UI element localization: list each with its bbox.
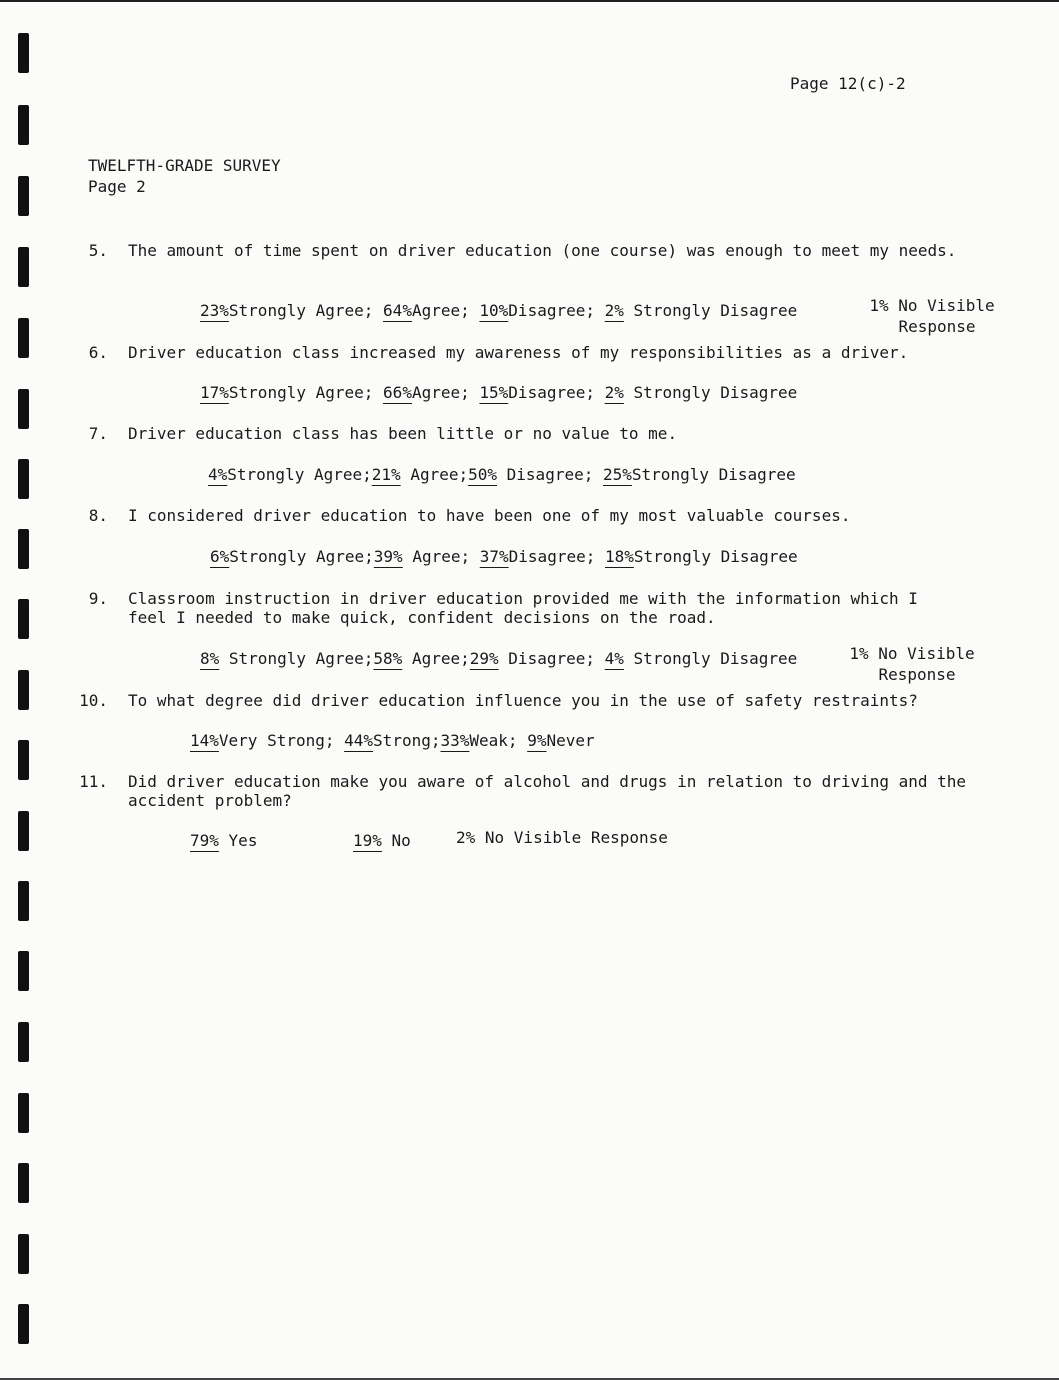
punch-mark	[18, 1163, 29, 1203]
answer-label: Very Strong;	[218, 731, 335, 750]
answer-row	[190, 731, 595, 750]
no-visible-response-note: 2% No Visible Response	[456, 828, 668, 847]
answer-label: Strong;	[373, 731, 441, 750]
answer-row	[190, 831, 257, 850]
answer-label: Agree;	[411, 649, 470, 668]
punch-mark	[18, 951, 29, 991]
page-top-edge	[0, 0, 1059, 2]
punch-marks	[0, 0, 40, 1380]
punch-mark	[18, 1234, 29, 1274]
answer-label: Yes	[228, 831, 258, 850]
answer-percent: 33%	[440, 731, 470, 750]
no-visible-response-line: Response	[878, 665, 956, 684]
answer-percent: 2%	[604, 301, 624, 320]
question-number: 8.	[88, 506, 108, 525]
question-text: I considered driver education to have been one of my most valuable courses.	[128, 506, 851, 525]
punch-mark	[18, 1022, 29, 1062]
answer-label: Disagree;	[508, 649, 595, 668]
punch-mark	[18, 811, 29, 851]
question-number: 7.	[88, 424, 108, 443]
question-text: Did driver education make you aware of alcohol and drugs in relation to driving and the accident problem?	[128, 772, 967, 810]
punch-mark	[18, 318, 29, 358]
answer-label: Strongly Agree;	[228, 301, 374, 320]
answer-percent: 17%	[200, 383, 229, 402]
punch-mark	[18, 105, 29, 145]
survey-title: TWELFTH-GRADE SURVEY	[88, 156, 281, 175]
answer-percent: 4%	[208, 465, 228, 484]
answer-label: Strongly Agree;	[227, 465, 372, 484]
answer-label: Disagree;	[508, 383, 595, 402]
answer-label: Weak;	[469, 731, 518, 750]
question-number: 9.	[88, 589, 108, 608]
answer-percent: 6%	[210, 547, 230, 566]
answer-percent: 8%	[200, 649, 220, 668]
answer-percent: 44%	[344, 731, 374, 750]
answer-label: Strongly Disagree	[633, 547, 798, 566]
question-number: 10.	[79, 691, 108, 710]
answer-percent: 50%	[468, 465, 498, 484]
answer-percent: 2%	[604, 383, 624, 402]
answer-percent: 29%	[469, 649, 499, 668]
answer-percent: 14%	[190, 731, 219, 750]
answer-label: Agree;	[411, 383, 470, 402]
no-visible-response-line: 1% No Visible	[849, 644, 975, 663]
answer-row	[353, 831, 411, 850]
question-text: The amount of time spent on driver education (one course) was enough to meet my needs.	[128, 241, 957, 260]
no-visible-response-note	[862, 295, 1002, 337]
punch-mark	[18, 881, 29, 921]
answer-percent: 37%	[479, 547, 509, 566]
answer-label: Disagree;	[508, 301, 595, 320]
answer-percent: 58%	[373, 649, 403, 668]
punch-mark	[18, 459, 29, 499]
question-text: Classroom instruction in driver education provided me with the information which I feel I needed to make quick, confident decisions on the road.	[128, 589, 918, 627]
answer-label: Disagree;	[506, 465, 594, 484]
punch-mark	[18, 176, 29, 216]
answer-label: Strongly Disagree	[633, 301, 798, 320]
answer-label: Strongly Agree;	[229, 547, 374, 566]
answer-percent: 25%	[603, 465, 632, 484]
punch-mark	[18, 1304, 29, 1344]
no-visible-response-note	[842, 643, 982, 685]
question-text: To what degree did driver education influence you in the use of safety restraints?	[128, 691, 918, 710]
survey-page-number: Page 2	[88, 177, 146, 196]
punch-mark	[18, 389, 29, 429]
page-reference: Page 12(c)-2	[790, 74, 906, 93]
answer-percent: 15%	[479, 383, 509, 402]
answer-label: Agree;	[412, 547, 471, 566]
answer-label: Disagree;	[508, 547, 596, 566]
answer-label: Strongly Disagree	[633, 649, 798, 668]
answer-percent: 39%	[373, 547, 403, 566]
punch-mark	[18, 529, 29, 569]
answer-label: Strongly Disagree	[631, 465, 796, 484]
answer-percent: 79%	[190, 831, 219, 850]
answer-label: Strongly Agree;	[228, 383, 374, 402]
punch-mark	[18, 599, 29, 639]
answer-row	[200, 649, 797, 668]
question-text: Driver education class increased my awareness of my responsibilities as a driver.	[128, 343, 909, 362]
answer-row	[200, 301, 797, 320]
answer-label: Agree;	[411, 301, 470, 320]
question-number: 6.	[88, 343, 108, 362]
answer-percent: 4%	[604, 649, 624, 668]
answer-percent: 19%	[353, 831, 382, 850]
question-text: Driver education class has been little or no value to me.	[128, 424, 678, 443]
punch-mark	[18, 740, 29, 780]
answer-percent: 9%	[527, 731, 547, 750]
answer-row	[208, 465, 796, 484]
answer-label: No	[391, 831, 411, 850]
answer-percent: 18%	[605, 547, 634, 566]
answer-row	[210, 547, 798, 566]
punch-mark	[18, 670, 29, 710]
answer-label: Agree;	[410, 465, 469, 484]
answer-percent: 23%	[200, 301, 229, 320]
answer-percent: 64%	[383, 301, 412, 320]
punch-mark	[18, 33, 29, 73]
question-number: 5.	[88, 241, 108, 260]
no-visible-response-line: Response	[898, 317, 976, 336]
answer-percent: 66%	[383, 383, 412, 402]
answer-label: Never	[546, 731, 595, 750]
answer-percent: 21%	[371, 465, 401, 484]
answer-label: Strongly Disagree	[633, 383, 798, 402]
no-visible-response-line: 1% No Visible	[869, 296, 995, 315]
question-number: 11.	[79, 772, 108, 791]
punch-mark	[18, 1093, 29, 1133]
punch-mark	[18, 247, 29, 287]
answer-row	[200, 383, 797, 402]
answer-percent: 10%	[479, 301, 509, 320]
answer-label: Strongly Agree;	[228, 649, 374, 668]
